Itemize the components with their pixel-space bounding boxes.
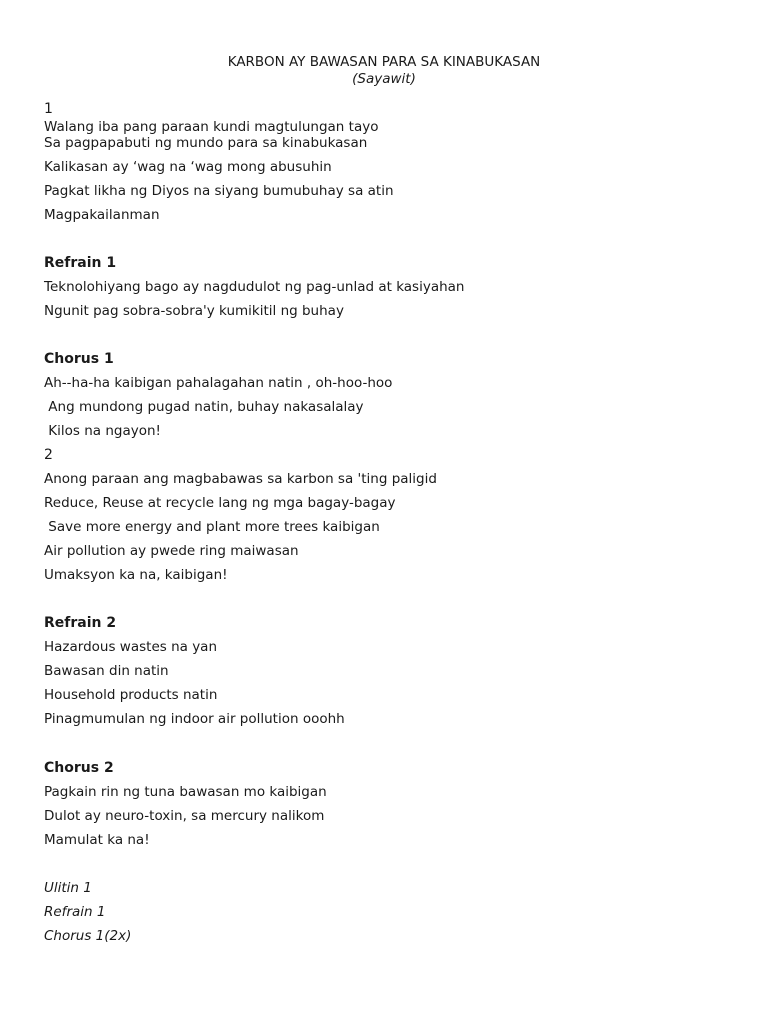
song-subtitle: (Sayawit) [352, 71, 416, 87]
refrain-2-heading: Refrain 2 [44, 615, 117, 631]
verse-2-line-2: Reduce, Reuse at recycle lang ng mga bagay-bagay [44, 495, 396, 511]
verse-1-line-5: Magpakailanman [44, 207, 160, 223]
ending-line-3: Chorus 1(2x) [44, 928, 132, 944]
ending-line-2: Refrain 1 [44, 904, 106, 920]
chorus-2-line-3: Mamulat ka na! [44, 832, 150, 848]
refrain-2-line-4: Pinagmumulan ng indoor air pollution ooohh [44, 711, 345, 727]
refrain-1-line-2: Ngunit pag sobra-sobra'y kumikitil ng buhay [44, 303, 344, 319]
ending-line-1: Ulitin 1 [44, 880, 92, 896]
chorus-1-line-3: Kilos na ngayon! [44, 423, 161, 439]
refrain-2-line-2: Bawasan din natin [44, 663, 169, 679]
song-title: KARBON AY BAWASAN PARA SA KINABUKASAN [227, 54, 541, 70]
refrain-2-line-3: Household products natin [44, 687, 218, 703]
chorus-1-line-1: Ah--ha-ha kaibigan pahalagahan natin , oh-hoo-hoo [44, 375, 393, 391]
chorus-2-heading: Chorus 2 [44, 760, 114, 776]
chorus-2-line-2: Dulot ay neuro-toxin, sa mercury nalikom [44, 808, 325, 824]
refrain-2-line-1: Hazardous wastes na yan [44, 639, 218, 655]
verse-1-line-3: Kalikasan ay ‘wag na ‘wag mong abusuhin [44, 159, 332, 175]
verse-1-number: 1 [44, 101, 53, 117]
verse-1-line-1: Walang iba pang paraan kundi magtulungan tayo [44, 119, 379, 135]
chorus-2-line-1: Pagkain rin ng tuna bawasan mo kaibigan [44, 784, 327, 800]
chorus-1-heading: Chorus 1 [44, 351, 114, 367]
verse-2-line-5: Umaksyon ka na, kaibigan! [44, 567, 228, 583]
verse-2-line-4: Air pollution ay pwede ring maiwasan [44, 543, 299, 559]
verse-2-number: 2 [44, 447, 53, 463]
refrain-1-heading: Refrain 1 [44, 255, 117, 271]
verse-1-line-2: Sa pagpapabuti ng mundo para sa kinabukasan [44, 135, 368, 151]
verse-1-line-4: Pagkat likha ng Diyos na siyang bumubuhay sa atin [44, 183, 394, 199]
chorus-1-line-2: Ang mundong pugad natin, buhay nakasalalay [44, 399, 364, 415]
refrain-1-line-1: Teknolohiyang bago ay nagdudulot ng pag-unlad at kasiyahan [44, 279, 465, 295]
verse-2-line-1: Anong paraan ang magbabawas sa karbon sa 'ting paligid [44, 471, 437, 487]
verse-2-line-3: Save more energy and plant more trees kaibigan [44, 519, 380, 535]
